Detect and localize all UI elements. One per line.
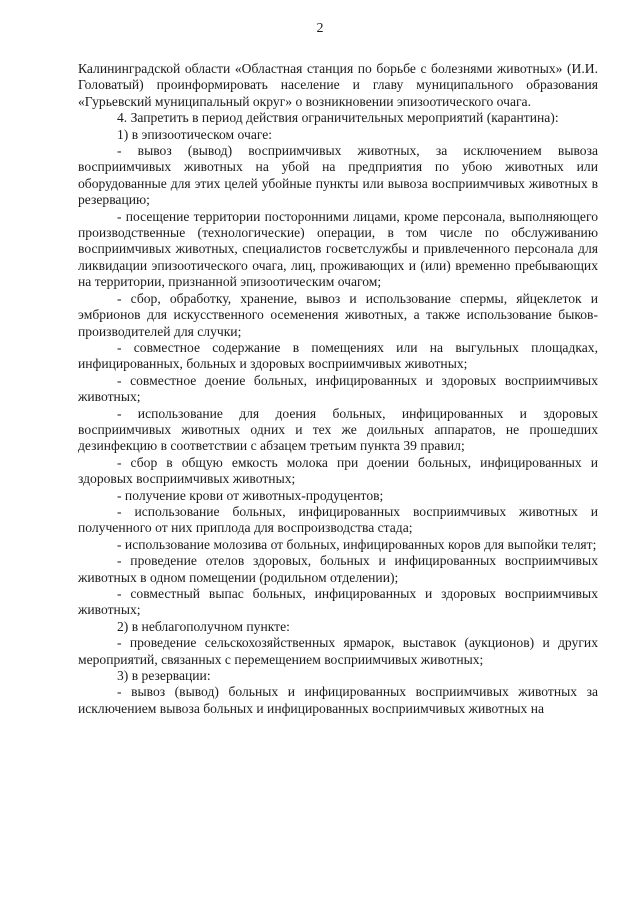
paragraph-item-4: 4. Запретить в период действия ограничительных мероприятий (карантина):	[117, 110, 559, 126]
paragraph-subitem-2: 2) в неблагополучном пункте:	[117, 618, 290, 634]
paragraph-bullet: - сбор в общую емкость молока при доении больных, инфицированных и здоровых восприимчивых животных;	[78, 454, 598, 487]
paragraph-bullet: - вывоз (вывод) больных и инфицированных восприимчивых животных за исключением вывоза больных и инфицированных восприимчивых животных на	[78, 684, 598, 716]
paragraph-bullet: - получение крови от животных-продуцентов;	[117, 487, 384, 503]
paragraph-bullet: - вывоз (вывод) восприимчивых животных, за исключением вывоза восприимчивых животных на убой на предприятия по убою животных или оборудованные для этих целей убойные пункты или вывоза восприимчивых животных в резервацию;	[78, 143, 598, 208]
paragraph-bullet: - использование для доения больных, инфицированных и здоровых восприимчивых животных одних и тех же доильных аппаратов, не прошедших дезинфекцию в соответствии с абзацем третьим пункта 39 правил;	[78, 405, 598, 454]
paragraph-subitem-3: 3) в резервации:	[117, 668, 211, 684]
paragraph-bullet: - использование молозива от больных, инфицированных коров для выпойки телят;	[117, 536, 597, 552]
paragraph-bullet: - проведение сельскохозяйственных ярмарок, выставок (аукционов) и других мероприятий, связанных с перемещением восприимчивых животных;	[78, 635, 598, 667]
paragraph-bullet: - совместное доение больных, инфицированных и здоровых восприимчивых животных;	[78, 372, 598, 405]
paragraph-bullet: - использование больных, инфицированных восприимчивых животных и полученного от них приплода для воспроизводства стада;	[78, 503, 598, 536]
paragraph-bullet: - совместное содержание в помещениях или на выгульных площадках, инфицированных, больных и здоровых восприимчивых животных;	[78, 339, 598, 372]
paragraph-bullet: - совместный выпас больных, инфицированных и здоровых восприимчивых животных;	[78, 586, 598, 618]
paragraph-bullet: - сбор, обработку, хранение, вывоз и использование спермы, яйцеклеток и эмбрионов для искусственного осеменения животных, а также использование быков-производителей для случки;	[78, 290, 598, 339]
page-number: 2	[316, 21, 324, 36]
document-body	[78, 61, 598, 717]
paragraph-subitem-1: 1) в эпизоотическом очаге:	[117, 126, 273, 142]
paragraph-bullet: - посещение территории посторонними лицами, кроме персонала, выполняющего производственные (технологические) операции, в том числе по обслуживанию восприимчивых животных, специалистов госветслужбы и привлеченного персонала для ликвидации эпизоотического очага, лиц, проживающих и (или) временно пребывающих на территории, признанной эпизоотическим очагом;	[78, 208, 598, 290]
paragraph-intro: Калининградской области «Областная станция по борьбе с болезнями животных» (И.И. Головатый) проинформировать население и главу муниципального образования «Гурьевский муниципальный округ» о возникновении эпизоотического очага.	[78, 61, 598, 109]
paragraph-bullet: - проведение отелов здоровых, больных и инфицированных восприимчивых животных в одном помещении (родильном отделении);	[78, 553, 598, 585]
